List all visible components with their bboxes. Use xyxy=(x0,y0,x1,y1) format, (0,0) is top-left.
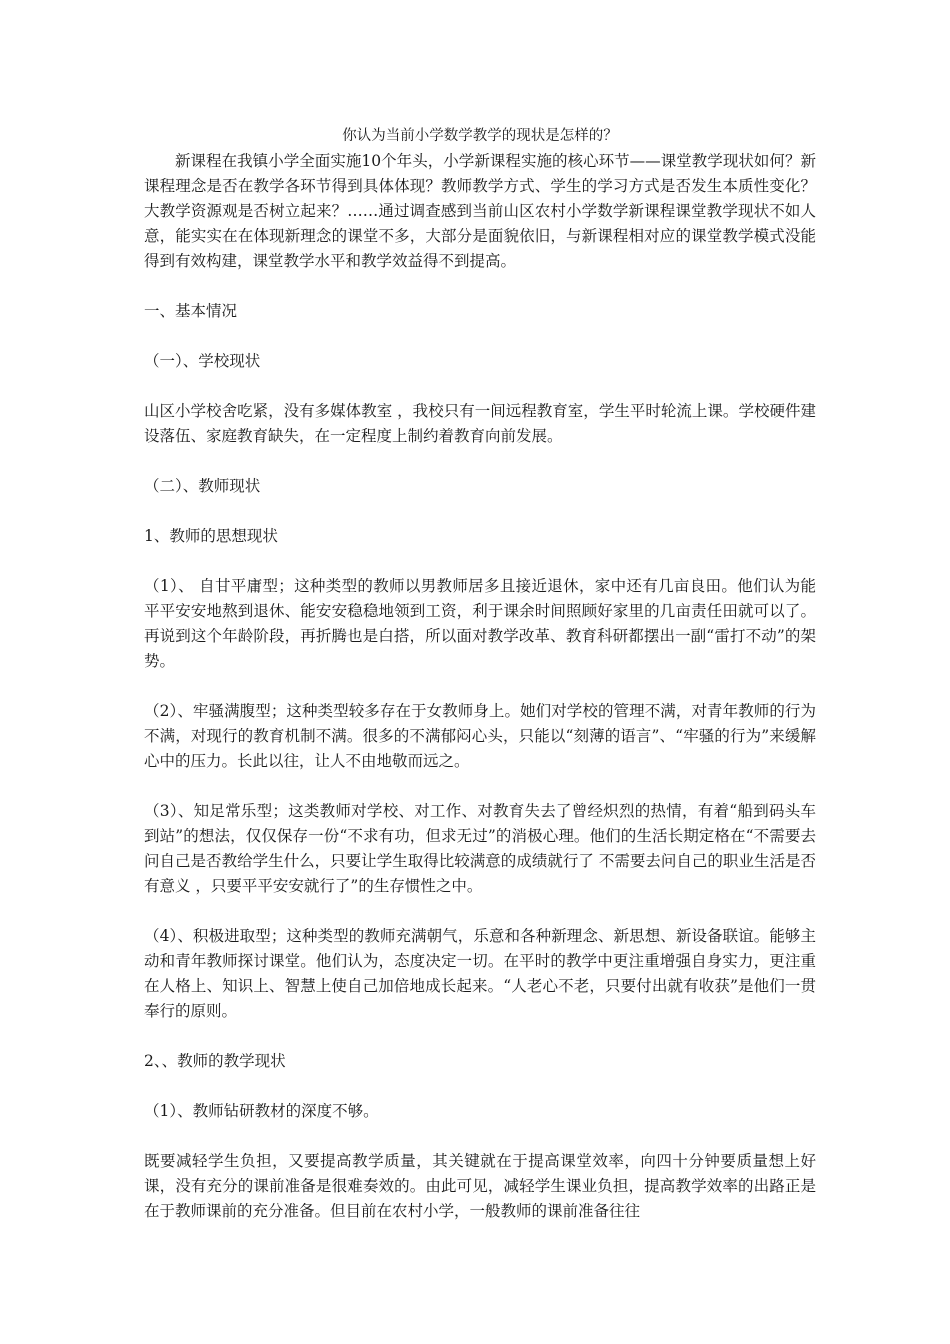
school-paragraph: 山区小学校舍吃紧，没有多媒体教室 ，我校只有一间远程教育室，学生平时轮流上课。学校硬件建设落伍、家庭教育缺失，在一定程度上制约着教育向前发展。 xyxy=(144,402,816,445)
subitem-textbook-depth: （1）、教师钻研教材的深度不够。 xyxy=(144,1102,379,1120)
item-paragraph-2: （2）、牢骚满腹型；这种类型较多存在于女教师身上。她们对学校的管理不满，对青年教师的行为不满，对现行的教育机制不满。很多的不满郁闷心头，只能以“刻薄的语言”、“牢骚的行为”来缓解心中的压力。长此以往，让人不由地敬而远之。 xyxy=(144,702,816,770)
subheading-teaching-status: 2、、教师的教学现状 xyxy=(144,1052,286,1070)
item-paragraph-3: （3）、知足常乐型；这类教师对学校、对工作、对教育失去了曾经炽烈的热情，有着“船到码头车到站”的想法，仅仅保存一份“不求有功，但求无过”的消极心理。他们的生活长期定格在“不需要去问自己是否教给学生什么，只要让学生取得比较满意的成绩就行了 不需要去问自己的职业生活是否有意义 ，只要平平安安就行了”的生存惯性之中。 xyxy=(144,802,816,895)
spacer xyxy=(144,899,816,924)
spacer xyxy=(144,549,816,574)
spacer xyxy=(144,1024,816,1049)
section-heading-school: （一）、学校现状 xyxy=(144,352,261,370)
spacer xyxy=(144,324,816,349)
item-paragraph-1: （1）、 自甘平庸型；这种类型的教师以男教师居多且接近退休，家中还有几亩良田。他们认为能平平安安地熬到退休、能安安稳稳地领到工资，利于课余时间照顾好家里的几亩责任田就可以了。再说到这个年龄阶段，再折腾也是白搭，所以面对教学改革、教育科研都摆出一副“雷打不动”的架势。 xyxy=(144,577,816,670)
spacer xyxy=(144,274,816,299)
final-paragraph: 既要减轻学生负担，又要提高教学质量，其关键就在于提高课堂效率，向四十分钟要质量想上好课，没有充分的课前准备是很难奏效的。由此可见，减轻学生课业负担，提高教学效率的出路正是在于教师课前的充分准备。但目前在农村小学，一般教师的课前准备往往 xyxy=(144,1152,816,1220)
subheading-teacher-thoughts: 1、教师的思想现状 xyxy=(144,527,278,545)
intro-paragraph: 新课程在我镇小学全面实施10个年头，小学新课程实施的核心环节——课堂教学现状如何？新课程理念是否在教学各环节得到具体体现？教师教学方式、学生的学习方式是否发生本质性变化？大教学资源观是否树立起来？……通过调查感到当前山区农村小学数学新课程课堂教学现状不如人意，能实实在在体现新理念的课堂不多，大部分是面貌依旧，与新课程相对应的课堂教学模式没能得到有效构建，课堂教学水平和教学效益得不到提高。 xyxy=(144,152,816,270)
document-body xyxy=(144,124,816,1224)
spacer xyxy=(144,449,816,474)
spacer xyxy=(144,1074,816,1099)
spacer xyxy=(144,1124,816,1149)
spacer xyxy=(144,674,816,699)
spacer xyxy=(144,499,816,524)
section-heading-basic: 一、基本情况 xyxy=(144,302,238,320)
document-title: 你认为当前小学数学教学的现状是怎样的？ xyxy=(342,128,618,144)
section-heading-teachers: （二）、教师现状 xyxy=(144,477,261,495)
item-paragraph-4: （4）、积极进取型；这种类型的教师充满朝气，乐意和各种新理念、新思想、新设备联谊。能够主动和青年教师探讨课堂。他们认为，态度决定一切。在平时的教学中更注重增强自身实力，更注重在人格上、知识上、智慧上使自己加倍地成长起来。“人老心不老，只要付出就有收获”是他们一贯 奉行的原则。 xyxy=(144,927,816,1020)
spacer xyxy=(144,774,816,799)
spacer xyxy=(144,374,816,399)
